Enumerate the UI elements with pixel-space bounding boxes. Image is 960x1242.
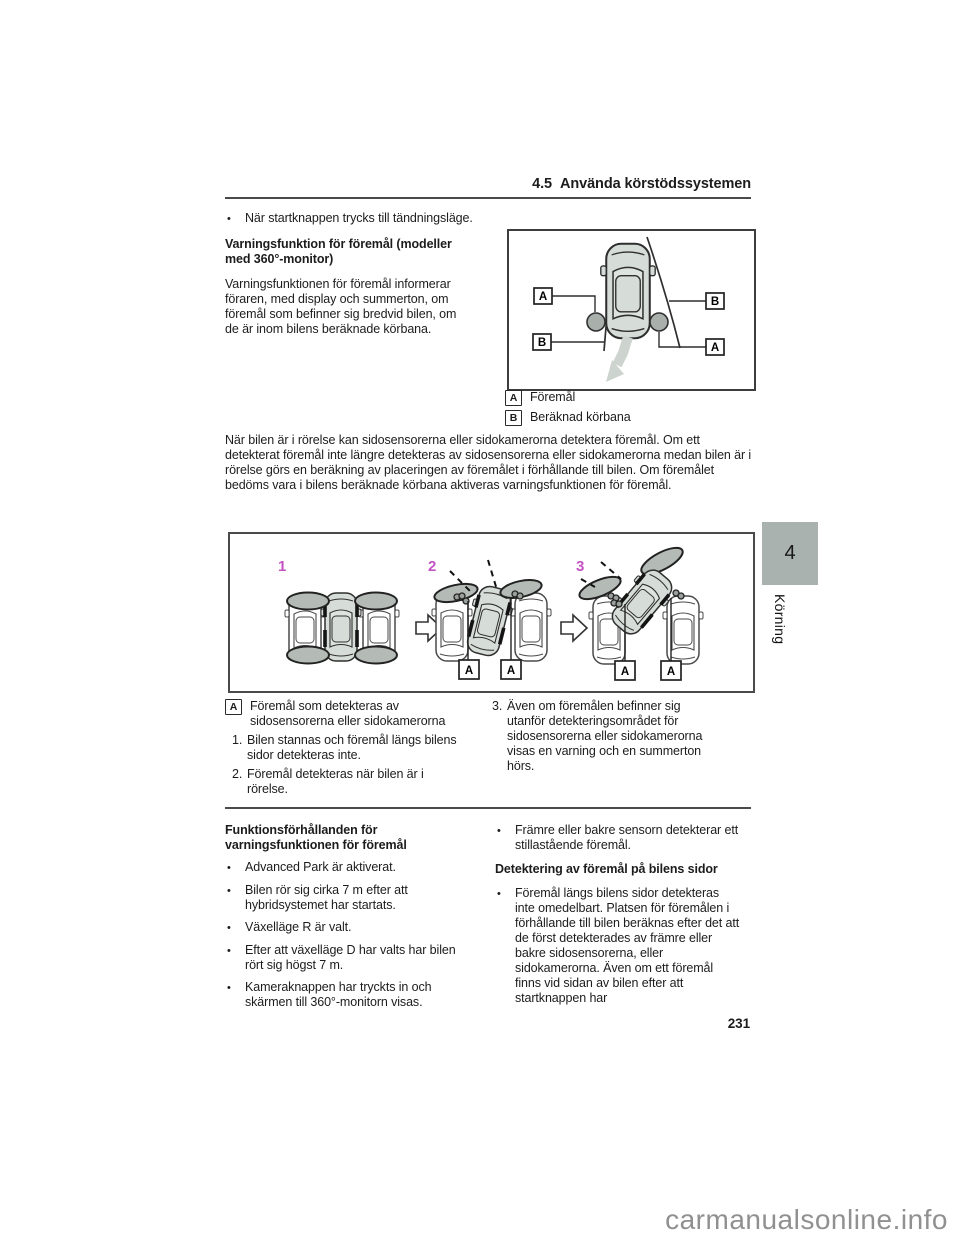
list-item (225, 860, 473, 876)
callout-line (659, 332, 706, 347)
conditions-heading: Funktionsförhållanden för varningsfunktionen för föremål (225, 823, 407, 852)
item-number: 2. (232, 767, 243, 781)
item-text: Även om föremålen befinner sig utanför detekteringsområdet för sidosensorerna eller sidokamerorna visas en varning och en summerton hörs. (507, 699, 703, 773)
svg-text:A: A (620, 666, 630, 678)
detection-column (495, 823, 751, 1006)
list-item (495, 823, 751, 853)
item-number: 1. (232, 733, 243, 747)
bullet-marker (225, 920, 245, 936)
intro-body: Varningsfunktionen för föremål informerar föraren, med display och summerton, om föremål som befinner sig bredvid bilen, om de är inom bilens beräknade körbana. (225, 277, 457, 336)
numbered-item-1 (225, 733, 473, 763)
svg-text:A: A (538, 291, 548, 303)
motion-arrow (617, 337, 628, 365)
numbered-item-2 (225, 767, 473, 797)
svg-text:A: A (464, 665, 474, 677)
list-item (225, 980, 473, 1010)
figure2-legend-column (225, 699, 473, 797)
condition-text: Växelläge R är valt. (245, 920, 352, 934)
page-header (225, 176, 751, 192)
legend-key-B: B (505, 410, 522, 426)
chapter-tab (762, 522, 818, 585)
stage3-parked-car-right (663, 596, 703, 664)
figure2-note-column (492, 699, 750, 774)
bullet-marker (225, 860, 245, 876)
condition-text: Bilen rör sig cirka 7 m efter att hybridsystemet har startats. (245, 883, 408, 912)
object-circle-right (650, 313, 668, 331)
callout-A-left (534, 288, 552, 304)
detection-heading: Detektering av föremål på bilens sidor (495, 862, 718, 876)
bullet-marker (495, 823, 515, 839)
stage2-callout-A-left (459, 660, 479, 679)
step-label-2: 2 (428, 558, 437, 575)
object-warning-illustration (509, 231, 750, 385)
detection-text: Föremål längs bilens sidor detekteras inte omedelbart. Platsen för föremålen i förhållande till bilen beräknas efter det att de först detekterades av främre eller bakre sidosensorerna, eller sidokamerorna. Även om ett föremål finns vid sidan av bilen efter att startknappen har (515, 886, 740, 1005)
chapter-label: Körning (772, 594, 788, 645)
legend-key-A: A (505, 390, 522, 406)
subject-car (601, 244, 655, 339)
svg-text:A: A (710, 342, 720, 354)
legend-text: Föremål som detekteras av sidosensorerna eller sidokamerorna (250, 699, 446, 728)
list-item (225, 883, 473, 913)
legend-text: Beräknad körbana (530, 410, 631, 424)
stage3-callout-A-right (661, 661, 681, 680)
legend-row (225, 699, 473, 729)
main-paragraph: När bilen är i rörelse kan sidosensorerna eller sidokamerorna detektera föremål. Om ett detekterat föremål inte längre detekteras av sidosensorerna eller sidokamerorna medan bilen är i rörelse görs en beräkning av placeringen av föremålet i förhållande till bilen. Om föremålet bedöms vara i bilens beräknade körbana aktiveras varningsfunktionen för föremål. (225, 433, 752, 492)
object-warning-diagram (507, 229, 756, 391)
stage2-parked-car-right (511, 593, 551, 661)
bullet-marker (225, 211, 245, 227)
stage2-zone-left (433, 581, 479, 606)
list-item (225, 920, 473, 936)
watermark: carmanualsonline.info (665, 1204, 948, 1235)
callout-B-right (706, 293, 724, 309)
svg-text:A: A (506, 665, 516, 677)
intro-bullet-text: När startknappen trycks till tändningsläge. (245, 211, 473, 225)
item-number: 3. (492, 699, 503, 713)
list-item (225, 943, 473, 973)
item-text: Bilen stannas och föremål längs bilens sidor detekteras inte. (247, 733, 457, 762)
object-circle-left (587, 313, 605, 331)
svg-text:B: B (710, 296, 720, 308)
step-label-1: 1 (278, 558, 287, 575)
figure1-legend (505, 390, 631, 430)
svg-text:A: A (666, 666, 676, 678)
condition-text: Efter att växelläge D har valts har bilen rört sig högst 7 m. (245, 943, 456, 972)
condition-text: Advanced Park är aktiverat. (245, 860, 396, 874)
bullet-marker (225, 883, 245, 899)
section-title: Använda körstödssystemen (560, 176, 751, 192)
condition-text: Kameraknappen har tryckts in och skärmen till 360°-monitorn visas. (245, 980, 432, 1009)
section-divider (225, 807, 751, 809)
callout-B-left (533, 334, 551, 350)
detection-sequence-diagram (228, 532, 755, 693)
section-number: 4.5 (532, 176, 552, 192)
legend-row (505, 390, 631, 406)
step-label-3: 3 (576, 558, 585, 575)
bullet-marker (225, 980, 245, 996)
intro-heading: Varningsfunktion för föremål (modeller med 360°-monitor) (225, 237, 452, 266)
condition-text: Främre eller bakre sensorn detekterar ett stillastående föremål. (515, 823, 739, 852)
callout-line (552, 296, 595, 312)
legend-row (505, 410, 631, 426)
header-rule (225, 197, 751, 199)
conditions-column (225, 823, 473, 1010)
chapter-number: 4 (784, 542, 796, 564)
list-item (495, 886, 751, 1006)
stage3-callout-A-left (615, 661, 635, 680)
legend-text: Föremål (530, 390, 576, 404)
bullet-marker (495, 886, 515, 902)
next-step-arrow (561, 615, 587, 641)
bullet-marker (225, 943, 245, 959)
stage2-callout-A-right (501, 660, 521, 679)
item-text: Föremål detekteras när bilen är i rörelse. (247, 767, 424, 796)
numbered-item-3 (492, 699, 750, 774)
detection-sequence-illustration (230, 534, 749, 687)
legend-key-A: A (225, 699, 242, 715)
page-number: 231 (727, 1016, 750, 1031)
course-line-right (647, 237, 680, 348)
list-item (225, 211, 473, 227)
callout-A-right (706, 339, 724, 355)
intro-column (225, 211, 473, 337)
svg-text:B: B (537, 337, 547, 349)
